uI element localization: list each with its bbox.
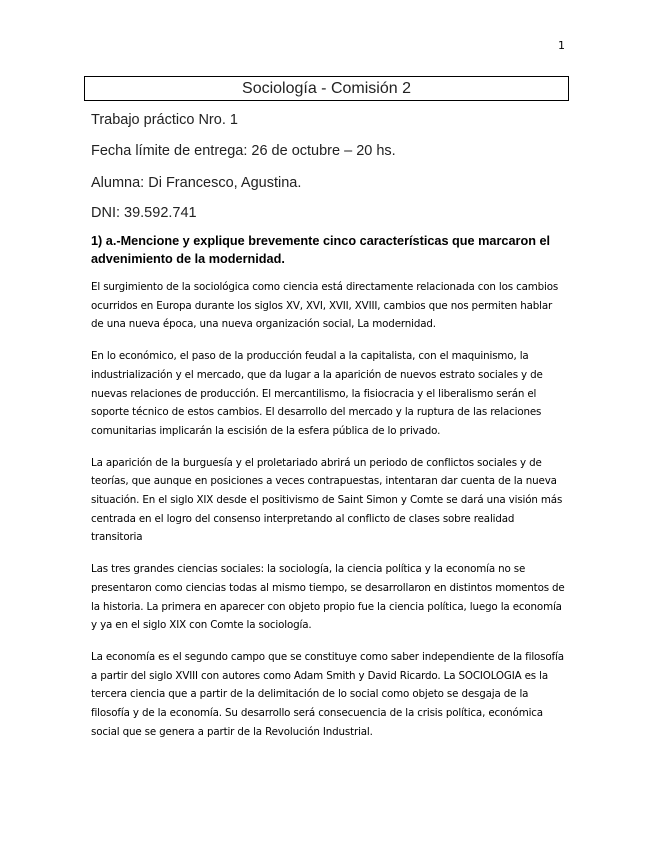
page-number: 1	[558, 39, 565, 52]
paragraph: La aparición de la burguesía y el proletariado abrirá un periodo de conflictos sociales y de teorías, que aunque en posiciones a veces contrapuestas, intentaran dar cuenta de la nueva situación. En el siglo XIX desde el positivismo de Saint Simon y Comte se dará una visión más centrada en el logro del consenso interpretando al conflicto de clases sobre realidad transitoria	[91, 456, 563, 544]
paragraph: Las tres grandes ciencias sociales: la sociología, la ciencia política y la economía no se presentaron como ciencias todas al mismo tiempo, se desarrollaron en distintos momentos de la historia. La primera en aparecer con objeto propio fue la ciencia política, luego la economía y ya en el siglo XIX con Comte la sociología.	[91, 563, 565, 632]
question-heading: 1) a.-Mencione y explique brevemente cinco características que marcaron el advenimiento de la modernidad.	[91, 234, 551, 266]
paragraph: El surgimiento de la sociológica como ciencia está directamente relacionada con los cambios ocurridos en Europa durante los siglos XV, XVI, XVII, XVIII, cambios que nos permiten hablar de una nueva época, una nueva organización social, La modernidad.	[91, 281, 559, 331]
assignment-line: Trabajo práctico Nro. 1	[91, 112, 238, 128]
answer-body	[91, 278, 565, 754]
document-title: Sociología - Comisión 2	[84, 76, 569, 101]
deadline-line: Fecha límite de entrega: 26 de octubre – 20 hs.	[91, 143, 396, 159]
paragraph: En lo económico, el paso de la producción feudal a la capitalista, con el maquinismo, la industrialización y el mercado, que da lugar a la aparición de nuevos estrato sociales y de nuevas relaciones de producción. El mercantilismo, la fisiocracia y el liberalismo serán el soporte técnico de estos cambios. El desarrollo del mercado y la ruptura de las relaciones comunitarias implicarán la escisión de la esfera pública de lo privado.	[91, 350, 543, 437]
paragraph: La economía es el segundo campo que se constituye como saber independiente de la filosofía a partir del siglo XVIII con autores como Adam Smith y David Ricardo. La SOCIOLOGIA es la tercera ciencia que a partir de la delimitación de lo social como objeto se desgaja de la filosofía y de la economía. Su desarrollo será consecuencia de la crisis política, económica social que se genera a partir de la Revolución Industrial.	[91, 650, 564, 738]
student-line: Alumna: Di Francesco, Agustina.	[91, 175, 302, 191]
dni-line: DNI: 39.592.741	[91, 205, 197, 221]
